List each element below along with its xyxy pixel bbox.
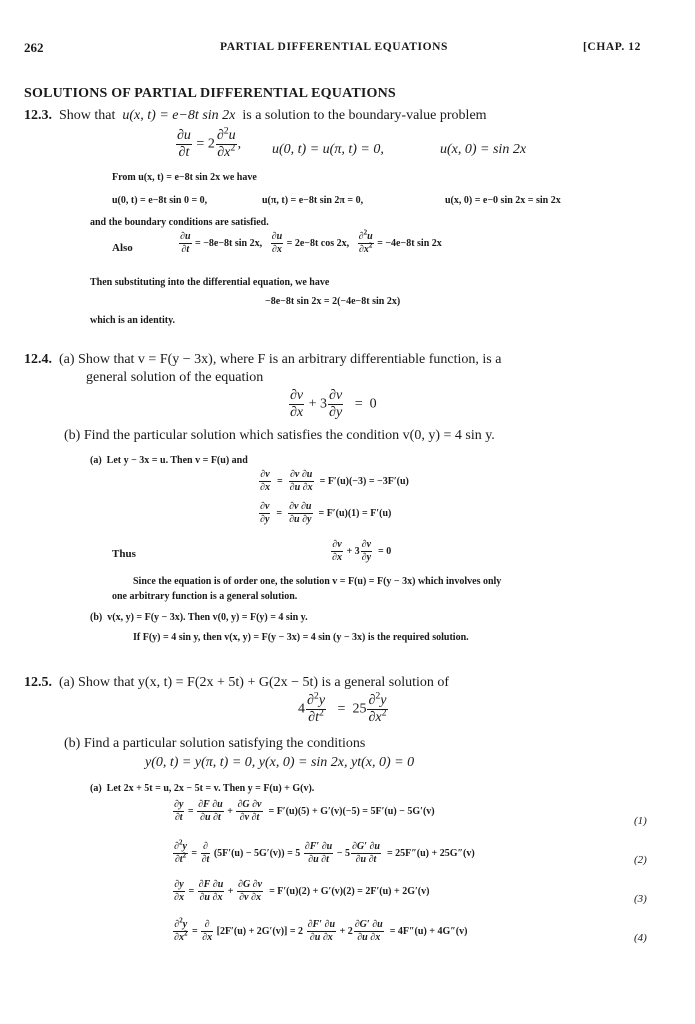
let-text: Let 2x + 5t = u, 2x − 5t = v. Then y = F(u) + G(v). bbox=[106, 783, 315, 794]
equation-2-mid: (5F′(u) − 5G′(v)) = 5 bbox=[213, 847, 301, 859]
equation-3-rhs: = F′(u)(2) + G′(v)(2) = 2F′(u) + 2G′(v) bbox=[269, 885, 430, 897]
problem-number: 12.5. bbox=[24, 675, 52, 690]
statement-text: Find a particular solution satisfying the conditions bbox=[83, 736, 366, 751]
part-label: (b) bbox=[64, 428, 81, 443]
solution-b bbox=[90, 612, 308, 623]
equation-3: $\frac{\partial y}{\partial x}$ = $\frac{\partial F \partial u}{\partial u \partial x}$ + $\frac{\partial G \partial v}{\partial v \partial x}$ = F′(u)(2) + G′(v)(2) = 2F′(u) + 2G′(v) bbox=[174, 879, 430, 903]
page-number: 262 bbox=[24, 40, 44, 55]
from-line: From u(x, t) = e−8t sin 2x we have bbox=[112, 172, 257, 183]
du-dx: = 2e−8t cos 2x, bbox=[286, 237, 350, 249]
function-definition: u(x, t) = e−8t sin 2x bbox=[122, 108, 236, 123]
chain-rule-y: $\frac{\partial v}{\partial y}$ = $\frac{\partial v \partial u}{\partial u \partial y}$ = F′(u)(1) = F′(u) bbox=[260, 501, 392, 525]
equation-tag-1: (1) bbox=[634, 815, 647, 827]
derivative-row: $\frac{\partial u}{\partial t}$ = −8e−8t sin 2x, $\frac{\partial u}{\partial x}$ = 2e−8t cos 2x, $\frac{\partial^2u}{\partial x^2}$ = −4e−8t sin 2x bbox=[180, 228, 442, 255]
particular-conditions: y(0, t) = y(π, t) = 0, y(x, 0) = sin 2x, yt(x, 0) = 0 bbox=[145, 755, 415, 770]
verified-pde: $\frac{\partial v}{\partial x}$ + 3 $\frac{\partial v}{\partial y}$ = 0 bbox=[332, 539, 392, 563]
check-2: u(π, t) = e−8t sin 2π = 0, bbox=[262, 195, 364, 206]
equation-2-rhs: = 25F″(u) + 25G″(v) bbox=[386, 847, 475, 859]
equation-tag-4: (4) bbox=[634, 932, 647, 944]
problem-12-4-part-a bbox=[24, 352, 501, 368]
part-label: (b) bbox=[90, 612, 103, 623]
required-solution: If F(y) = 4 sin y, then v(x, y) = F(y − 3x) = 4 sin (y − 3x) is the required solution. bbox=[133, 632, 469, 643]
boundary-conditions: u(0, t) = u(π, t) = 0, bbox=[272, 142, 384, 157]
solution-a-let bbox=[90, 455, 248, 466]
chain-rule-x-result: = F′(u)(−3) = −3F′(u) bbox=[319, 475, 409, 487]
running-title: PARTIAL DIFFERENTIAL EQUATIONS bbox=[220, 41, 449, 53]
problem-12-3-statement bbox=[24, 108, 487, 124]
chain-rule-x: $\frac{\partial v}{\partial x}$ = $\frac{\partial v \partial u}{\partial u \partial x}$ = F′(u)(−3) = −3F′(u) bbox=[260, 469, 409, 493]
equation-2: $\frac{\partial^2y}{\partial t^2}$ = ∂ ∂t (5F′(u) − 5G′(v)) = 5 $\frac{\partial F' \partial u}{\partial u \partial t}$ − 5 $\frac{\partial G' \partial u}{\partial u \partial t}$ = 25F″(u) + 25G″(v) bbox=[174, 838, 475, 865]
statement-text: Show that y(x, t) = F(2x + 5t) + G(2x − 5t) is a general solution of bbox=[78, 675, 450, 690]
statement-text: is a solution to the boundary-value problem bbox=[242, 108, 487, 123]
part-label: (b) bbox=[64, 736, 81, 751]
let-text: Let y − 3x = u. Then v = F(u) and bbox=[106, 455, 248, 466]
part-label: (a) bbox=[90, 455, 102, 466]
thus-label: Thus bbox=[112, 548, 136, 560]
part-label: (a) bbox=[90, 783, 102, 794]
check-1: u(0, t) = e−8t sin 0 = 0, bbox=[112, 195, 208, 206]
d2u-dx2: = −4e−8t sin 2x bbox=[377, 237, 442, 249]
order-one-text: Since the equation is of order one, the solution v = F(u) = F(y − 3x) which involves only bbox=[133, 576, 502, 587]
check-3: u(x, 0) = e−0 sin 2x = sin 2x bbox=[445, 195, 561, 206]
equation-tag-2: (2) bbox=[634, 854, 647, 866]
also-label: Also bbox=[112, 242, 133, 254]
chapter-label: [CHAP. 12 bbox=[583, 41, 642, 53]
identity-text: which is an identity. bbox=[90, 315, 176, 326]
section-title: SOLUTIONS OF PARTIAL DIFFERENTIAL EQUATIONS bbox=[24, 86, 396, 101]
problem-12-5-part-b bbox=[64, 736, 365, 752]
first-order-pde: $\frac{\partial v}{\partial x}$ + 3 $\frac{\partial v}{\partial y}$ = 0 bbox=[290, 388, 377, 420]
equation-4: $\frac{\partial^2y}{\partial x^2}$ = ∂ ∂x [2F′(u) + 2G′(v)] = 2 $\frac{\partial F' \partial u}{\partial u \partial x}$ + 2 $\frac{\partial G' \partial u}{\partial u \partial x}$ = 4F″(u) + 4G″(v) bbox=[174, 916, 468, 943]
problem-12-4-part-b bbox=[64, 428, 495, 444]
equation-1: $\frac{\partial y}{\partial t}$ = $\frac{\partial F \partial u}{\partial u \partial t}$ + $\frac{\partial G \partial v}{\partial v \partial t}$ = F′(u)(5) + G′(v)(−5) = 5F′(u) − 5G′(v) bbox=[174, 799, 435, 823]
equation-tag-3: (3) bbox=[634, 893, 647, 905]
part-label: (a) bbox=[59, 352, 75, 367]
initial-condition: u(x, 0) = sin 2x bbox=[440, 142, 527, 157]
statement-text: Find the particular solution which satisfies the condition v(0, y) = 4 sin y. bbox=[83, 428, 495, 443]
equation-4-rhs: = 4F″(u) + 4G″(v) bbox=[389, 925, 468, 937]
substituted-equation: −8e−8t sin 2x = 2(−4e−8t sin 2x) bbox=[265, 296, 401, 307]
solution-a-let bbox=[90, 783, 314, 794]
problem-number: 12.3. bbox=[24, 108, 52, 123]
boundary-satisfied-text: and the boundary conditions are satisfied. bbox=[90, 217, 269, 228]
part-label: (a) bbox=[59, 675, 75, 690]
problem-12-5-part-a bbox=[24, 675, 449, 691]
substitution-text: Then substituting into the differential equation, we have bbox=[90, 277, 330, 288]
statement-text: Show that bbox=[59, 108, 116, 123]
equation-4-mid: [2F′(u) + 2G′(v)] = 2 bbox=[216, 925, 304, 937]
general-solution-text: one arbitrary function is a general solution. bbox=[112, 591, 298, 602]
statement-text: Show that v = F(y − 3x), where F is an arbitrary differentiable function, is a bbox=[78, 352, 502, 367]
solution-b-text: v(x, y) = F(y − 3x). Then v(0, y) = F(y) = 4 sin y. bbox=[107, 612, 308, 623]
equation-1-rhs: = F′(u)(5) + G′(v)(−5) = 5F′(u) − 5G′(v) bbox=[268, 805, 435, 817]
pde-equation: $\frac{\partial u}{\partial t}$ = 2 $\frac{\partial^2u}{\partial x^2}$ , bbox=[177, 125, 242, 160]
wave-equation: 4 $\frac{\partial^2y}{\partial t^2}$ = 25 $\frac{\partial^2y}{\partial x^2}$ bbox=[298, 690, 387, 725]
statement-continued: general solution of the equation bbox=[86, 370, 264, 385]
du-dt: = −8e−8t sin 2x, bbox=[195, 237, 263, 249]
chain-rule-y-result: = F′(u)(1) = F′(u) bbox=[318, 507, 392, 519]
problem-number: 12.4. bbox=[24, 352, 52, 367]
